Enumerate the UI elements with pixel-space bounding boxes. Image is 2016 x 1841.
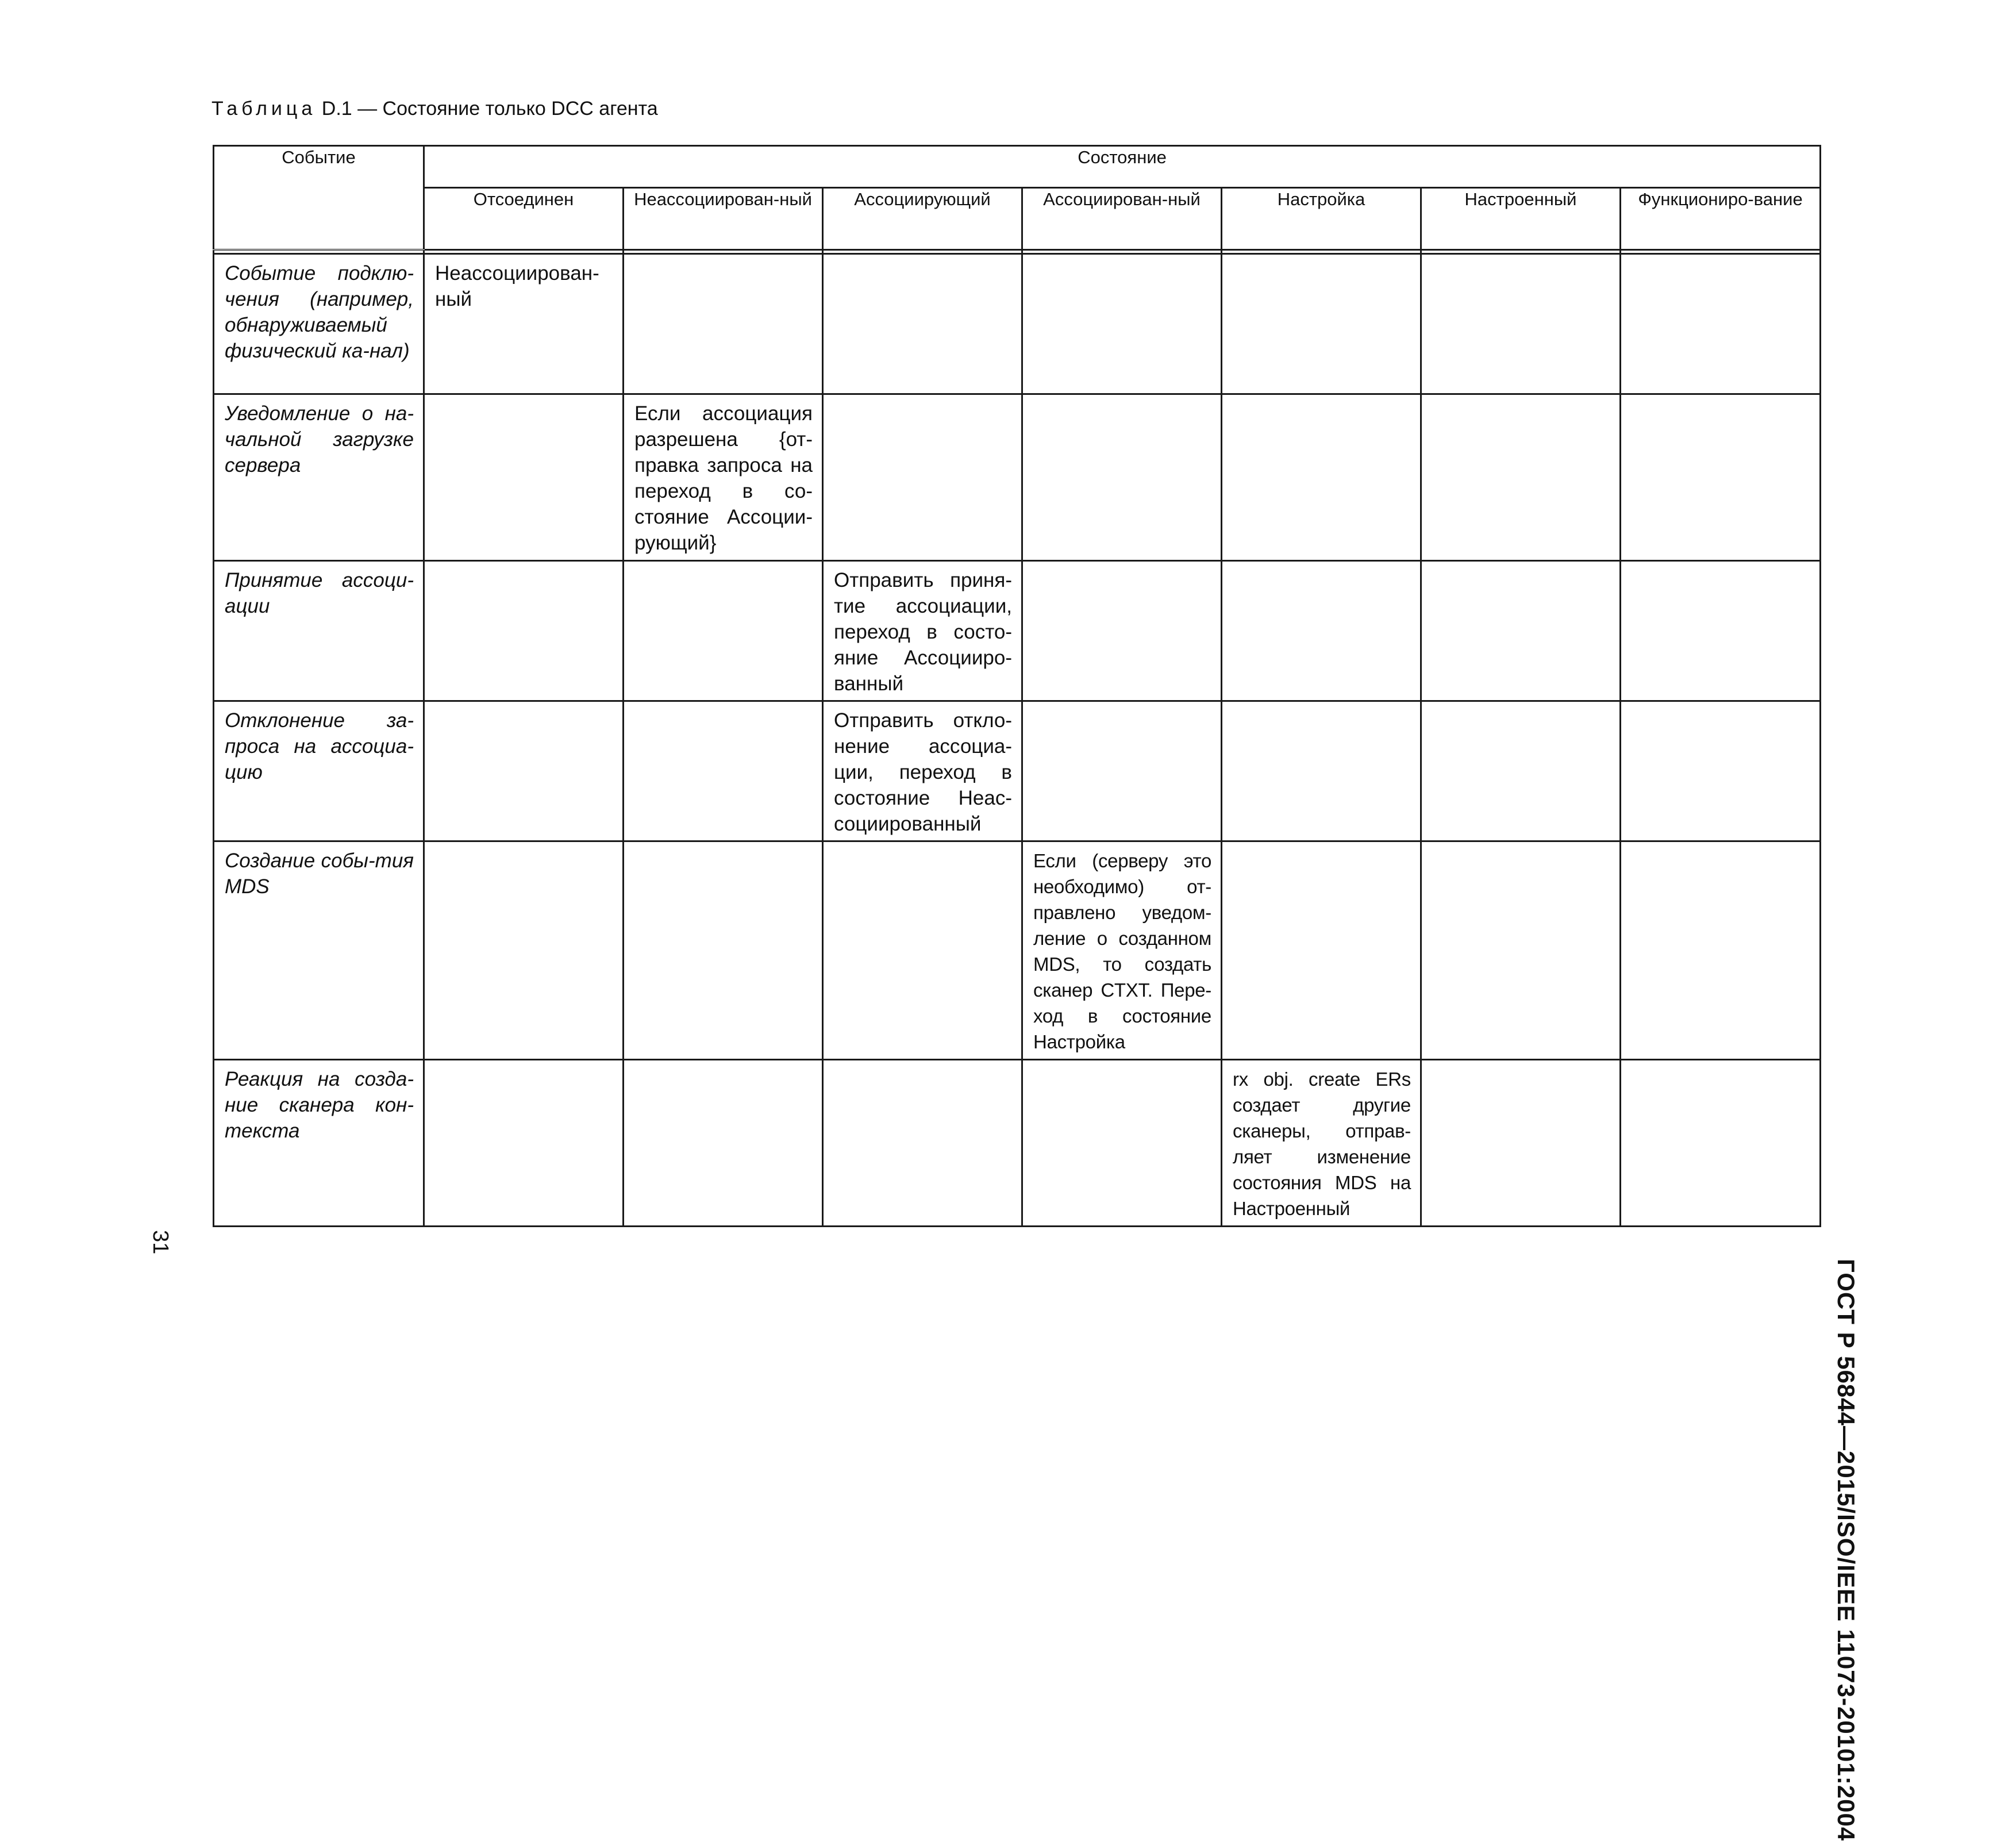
state-cell: Отправить приня-тие ассоциации, переход в состо-яние Ассоцииро-ванный bbox=[834, 569, 1012, 695]
state-cell bbox=[1023, 395, 1221, 404]
table-row bbox=[214, 841, 1821, 1060]
state-header-disconnected: Отсоединен bbox=[424, 188, 624, 250]
state-cell: Неассоциирован-ный bbox=[435, 262, 599, 310]
page-number: 31 bbox=[148, 1230, 172, 1255]
state-cell bbox=[1422, 255, 1619, 264]
event-cell: Принятие ассоци-ации bbox=[225, 569, 414, 617]
state-cell bbox=[1222, 842, 1420, 851]
state-cell bbox=[624, 1060, 822, 1070]
state-cell bbox=[824, 842, 1021, 851]
event-cell: Создание собы-тия MDS bbox=[225, 850, 414, 898]
state-cell bbox=[624, 702, 822, 711]
state-cell bbox=[1222, 562, 1420, 571]
state-cell bbox=[425, 702, 622, 711]
state-cell bbox=[1023, 562, 1221, 571]
state-header-unassociated: Неассоциирован-ный bbox=[624, 188, 823, 250]
state-cell: Если ассоциация разрешена {от-правка запроса на переход в со-стояние Ассоции-рующий} bbox=[634, 402, 813, 554]
state-cell bbox=[624, 255, 822, 264]
state-cell bbox=[624, 562, 822, 571]
event-cell: Событие подклю-чения (например, обнаруживаемый физический ка-нал) bbox=[225, 262, 414, 362]
state-header-configuring: Настройка bbox=[1222, 188, 1421, 250]
state-cell bbox=[1422, 395, 1619, 404]
state-cell bbox=[824, 1060, 1021, 1070]
state-cell bbox=[1422, 562, 1619, 571]
table-row bbox=[214, 1060, 1821, 1227]
state-cell bbox=[1621, 395, 1819, 404]
caption-label: Таблица bbox=[211, 98, 317, 120]
state-cell bbox=[1023, 255, 1221, 264]
state-cell bbox=[1422, 842, 1619, 851]
state-cell bbox=[1222, 395, 1420, 404]
event-cell: Отклонение за-проса на ассоциа-цию bbox=[225, 709, 414, 783]
state-header-operating: Функциониро-вание bbox=[1621, 188, 1821, 250]
state-cell bbox=[1023, 702, 1221, 711]
state-cell: Отправить откло-нение ассоциа-ции, переход в состояние Неас-социированный bbox=[834, 709, 1012, 835]
state-cell bbox=[425, 562, 622, 571]
state-cell bbox=[1222, 255, 1420, 264]
state-header-associating: Ассоциирующий bbox=[823, 188, 1022, 250]
caption-text: D.1 — Состояние только DCC агента bbox=[316, 98, 658, 120]
state-cell bbox=[1621, 1060, 1819, 1070]
state-cell bbox=[1621, 255, 1819, 264]
table-row bbox=[214, 394, 1821, 561]
table-row bbox=[214, 254, 1821, 394]
state-cell bbox=[425, 395, 622, 404]
table-caption bbox=[211, 98, 658, 120]
state-header-configured: Настроенный bbox=[1421, 188, 1621, 250]
table-row bbox=[214, 701, 1821, 841]
state-cell bbox=[425, 842, 622, 851]
state-cell bbox=[824, 395, 1021, 404]
state-cell bbox=[1621, 842, 1819, 851]
state-cell bbox=[824, 255, 1021, 264]
event-cell: Реакция на созда-ние сканера кон-текста bbox=[225, 1068, 414, 1142]
header-separator bbox=[214, 250, 1821, 254]
state-cell bbox=[1621, 702, 1819, 711]
state-cell bbox=[1422, 1060, 1619, 1070]
state-cell bbox=[624, 842, 822, 851]
state-cell bbox=[1621, 562, 1819, 571]
state-cell: Если (серверу это необходимо) от-правлено уведом-ление о созданном MDS, то создать сканер CTXT. Пере-ход в состояние Настройка bbox=[1033, 850, 1211, 1052]
state-group-header: Состояние bbox=[424, 146, 1821, 188]
state-cell bbox=[1023, 1060, 1221, 1070]
state-cell: rx obj. create ERs создает другие сканеры, отправ-ляет изменение состояния MDS на Настроенный bbox=[1233, 1069, 1411, 1219]
event-cell: Уведомление о на-чальной загрузке сервера bbox=[225, 402, 414, 476]
document-standard-title: ГОСТ Р 56844—2015/ISO/IEEE 11073-20101:2004 bbox=[1833, 1259, 1860, 1841]
state-cell bbox=[1422, 702, 1619, 711]
state-cell bbox=[1222, 702, 1420, 711]
event-column-header: Событие bbox=[214, 146, 424, 250]
table-row bbox=[214, 561, 1821, 701]
state-cell bbox=[425, 1060, 622, 1070]
state-header-associated: Ассоциирован-ный bbox=[1022, 188, 1222, 250]
state-table bbox=[213, 145, 1821, 1227]
